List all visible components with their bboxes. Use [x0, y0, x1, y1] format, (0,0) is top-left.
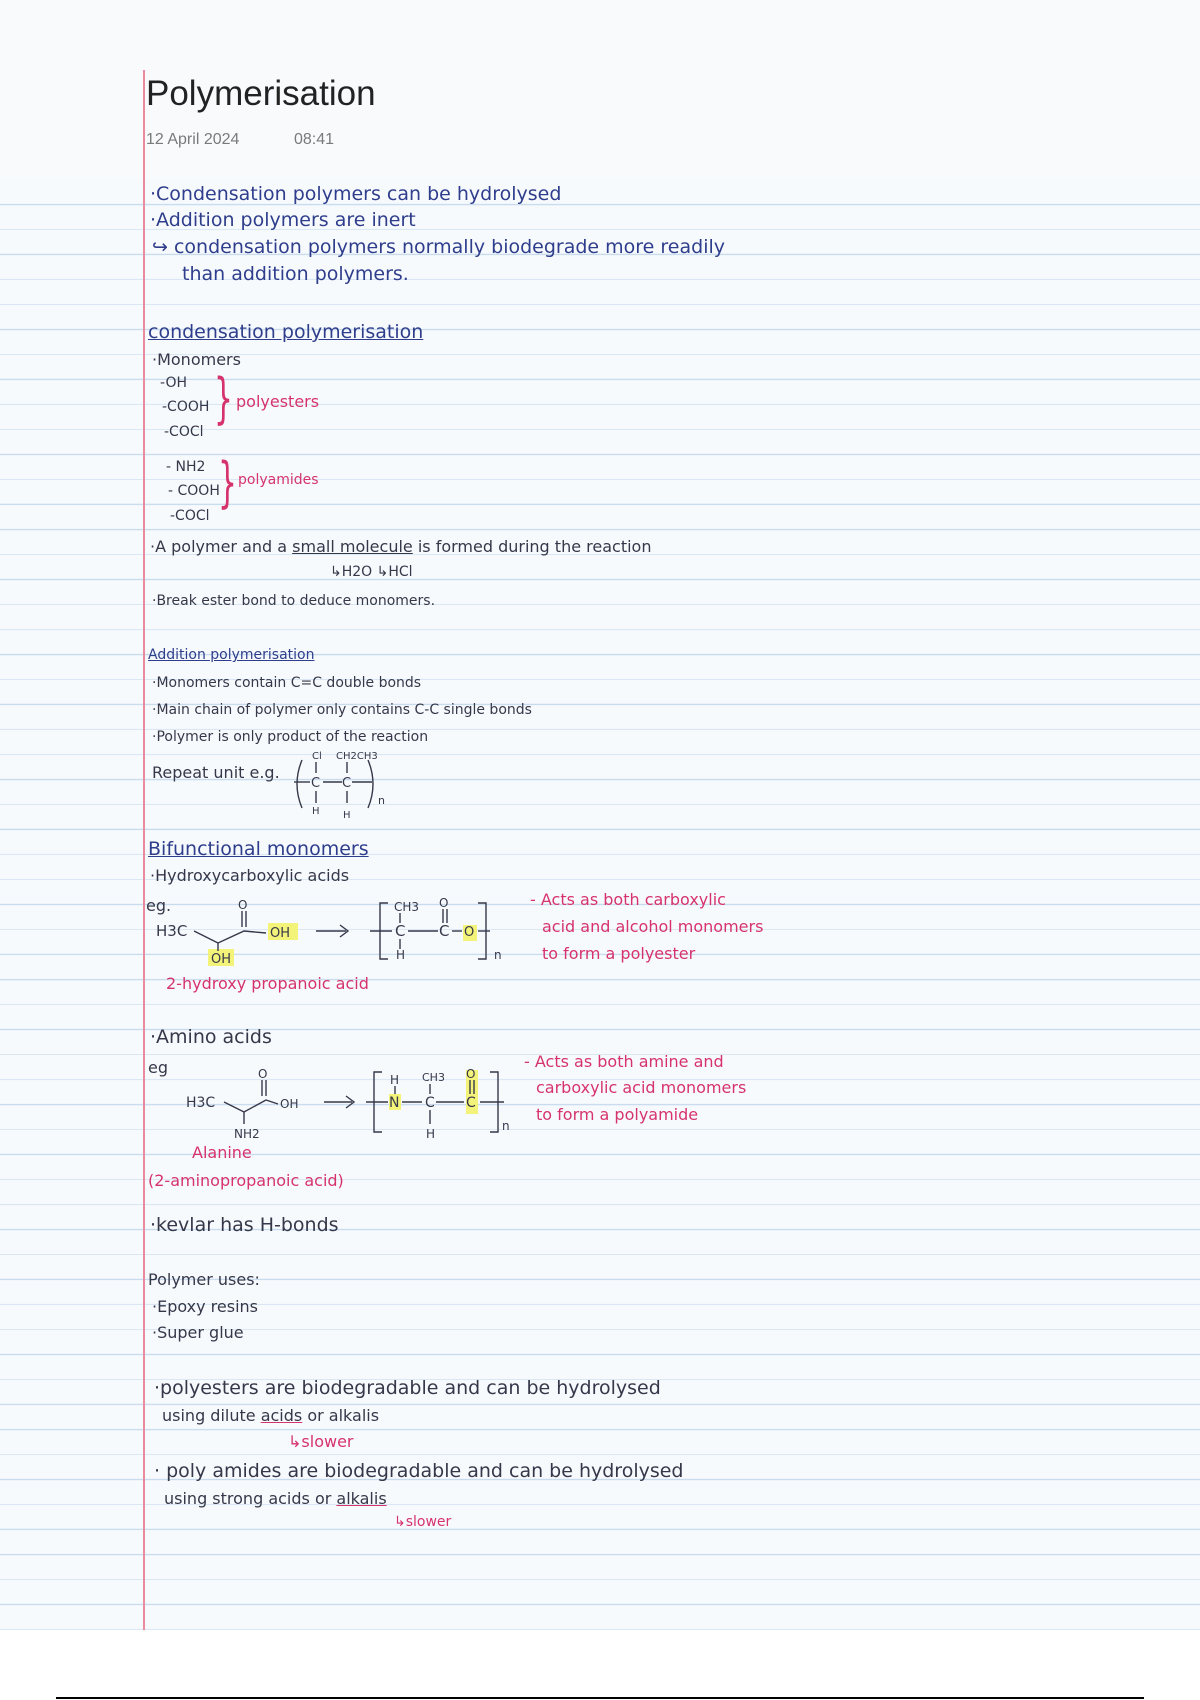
- use-epoxy-resins: ·Epoxy resins: [152, 1297, 258, 1316]
- polyamides-strong-line: [164, 1489, 387, 1508]
- hydroxy-note-line-3: to form a polyester: [542, 944, 696, 963]
- page-title[interactable]: Polymerisation: [146, 74, 376, 113]
- polyamides-alkalis-word: alkalis: [336, 1489, 387, 1508]
- repeat-unit-label: Repeat unit e.g.: [152, 763, 280, 782]
- addition-line-1: ·Monomers contain C=C double bonds: [152, 675, 422, 691]
- svg-text:C: C: [466, 1095, 476, 1111]
- addition-line-3: ·Polymer is only product of the reaction: [152, 729, 429, 745]
- amino-acids-label: ·Amino acids: [150, 1026, 272, 1048]
- svg-text:n: n: [502, 1119, 510, 1133]
- note-line-condensation-hydrolysed: ·Condensation polymers can be hydrolysed: [150, 183, 562, 205]
- group-cocl-2: -COCl: [170, 508, 210, 524]
- amino-note-line-1: - Acts as both amine and: [524, 1052, 724, 1071]
- break-ester-line: ·Break ester bond to deduce monomers.: [152, 593, 436, 609]
- svg-text:n: n: [494, 948, 502, 962]
- svg-text:C: C: [439, 922, 450, 940]
- group-cooh: -COOH: [162, 399, 210, 415]
- svg-text:OH: OH: [280, 1097, 299, 1111]
- svg-text:H3C: H3C: [186, 1095, 216, 1111]
- svg-text:H: H: [426, 1127, 436, 1141]
- heading-condensation-polymerisation: condensation polymerisation: [148, 321, 424, 343]
- svg-text:O: O: [466, 1067, 476, 1081]
- alanine-name: Alanine: [192, 1143, 252, 1162]
- kevlar-note: ·kevlar has H-bonds: [150, 1214, 339, 1236]
- note-line-biodegrade: ↪ condensation polymers normally biodegrade more readily: [152, 236, 725, 258]
- svg-text:O: O: [464, 925, 475, 940]
- hydroxypropanoic-acid-name: 2-hydroxy propanoic acid: [166, 974, 369, 993]
- polyesters-dilute-post: or alkalis: [302, 1406, 380, 1425]
- note-line-addition-inert: ·Addition polymers are inert: [150, 209, 416, 231]
- repeat-unit-structure: [290, 748, 400, 824]
- svg-text:n: n: [378, 794, 385, 807]
- polyamides-slower-note: ↳slower: [394, 1514, 452, 1530]
- small-molecule-term: small molecule: [292, 537, 413, 556]
- svg-text:NH2: NH2: [234, 1127, 260, 1141]
- aminopropanoic-acid-name: (2-aminopropanoic acid): [148, 1171, 344, 1190]
- polyesters-dilute-pre: using dilute: [162, 1406, 261, 1425]
- hydroxypropanoic-reaction-structure: [156, 893, 502, 969]
- hydroxy-note-line-2: acid and alcohol monomers: [542, 917, 764, 936]
- svg-text:C: C: [311, 776, 321, 791]
- polyamides-strong-pre: using strong acids or: [164, 1489, 337, 1508]
- svg-text:O: O: [238, 898, 248, 912]
- svg-text:C: C: [425, 1095, 435, 1111]
- hydroxycarboxylic-label: ·Hydroxycarboxylic acids: [150, 866, 350, 885]
- small-molecule-post: is formed during the reaction: [412, 537, 652, 556]
- small-molecule-examples: ↳H2O ↳HCl: [330, 564, 413, 580]
- heading-addition-polymerisation: Addition polymerisation: [148, 647, 315, 663]
- heading-bifunctional-monomers: Bifunctional monomers: [148, 838, 369, 860]
- group-cooh-2: - COOH: [168, 483, 220, 499]
- amino-note-line-3: to form a polyamide: [536, 1105, 699, 1124]
- group-nh2: - NH2: [166, 459, 206, 475]
- svg-text:CH2CH3: CH2CH3: [336, 751, 378, 762]
- svg-text:C: C: [342, 776, 352, 791]
- alanine-reaction-structure: [184, 1064, 524, 1144]
- svg-text:O: O: [258, 1067, 268, 1081]
- group-cocl: -COCl: [164, 424, 204, 440]
- polyesters-biodegradable-line: ·polyesters are biodegradable and can be hydrolysed: [154, 1377, 661, 1399]
- polyesters-acids-word: acids: [260, 1406, 303, 1425]
- svg-text:H: H: [396, 948, 406, 962]
- polyamide-brace: }: [218, 451, 237, 514]
- group-oh: -OH: [160, 375, 187, 391]
- svg-text:H3C: H3C: [156, 922, 188, 940]
- svg-text:CH3: CH3: [394, 900, 420, 914]
- svg-text:C: C: [395, 922, 406, 940]
- small-molecule-line: [150, 537, 651, 556]
- svg-text:N: N: [389, 1095, 400, 1111]
- page-date: 12 April 2024: [146, 131, 240, 148]
- svg-text:OH: OH: [211, 952, 232, 967]
- eg-label-1: eg.: [146, 896, 172, 915]
- monomers-label: ·Monomers: [152, 350, 241, 369]
- svg-text:H: H: [390, 1073, 400, 1087]
- polyesters-dilute-line: [162, 1406, 379, 1425]
- polyamides-biodegradable-line: · poly amides are biodegradable and can be hydrolysed: [154, 1460, 684, 1482]
- svg-text:H: H: [312, 806, 320, 817]
- addition-line-2: ·Main chain of polymer only contains C-C single bonds: [152, 702, 532, 718]
- svg-text:Cl: Cl: [312, 751, 322, 762]
- polyamides-label: polyamides: [238, 472, 319, 488]
- svg-text:H: H: [343, 810, 351, 821]
- margin-line: [143, 70, 145, 1630]
- svg-text:OH: OH: [270, 926, 291, 941]
- small-molecule-pre: ·A polymer and a: [150, 537, 293, 556]
- polyesters-slower-note: ↳slower: [288, 1432, 354, 1451]
- polyesters-label: polyesters: [236, 392, 320, 411]
- use-super-glue: ·Super glue: [152, 1323, 244, 1342]
- footer-rule: [56, 1697, 1144, 1699]
- polyester-brace: }: [214, 367, 233, 430]
- polymer-uses-heading: Polymer uses:: [148, 1270, 260, 1289]
- eg-label-2: eg: [148, 1058, 168, 1077]
- amino-note-line-2: carboxylic acid monomers: [536, 1078, 747, 1097]
- svg-text:CH3: CH3: [422, 1071, 445, 1084]
- page-time: 08:41: [294, 131, 335, 148]
- svg-text:O: O: [439, 896, 449, 910]
- note-line-biodegrade-cont: than addition polymers.: [182, 263, 409, 285]
- hydroxy-note-line-1: - Acts as both carboxylic: [530, 890, 726, 909]
